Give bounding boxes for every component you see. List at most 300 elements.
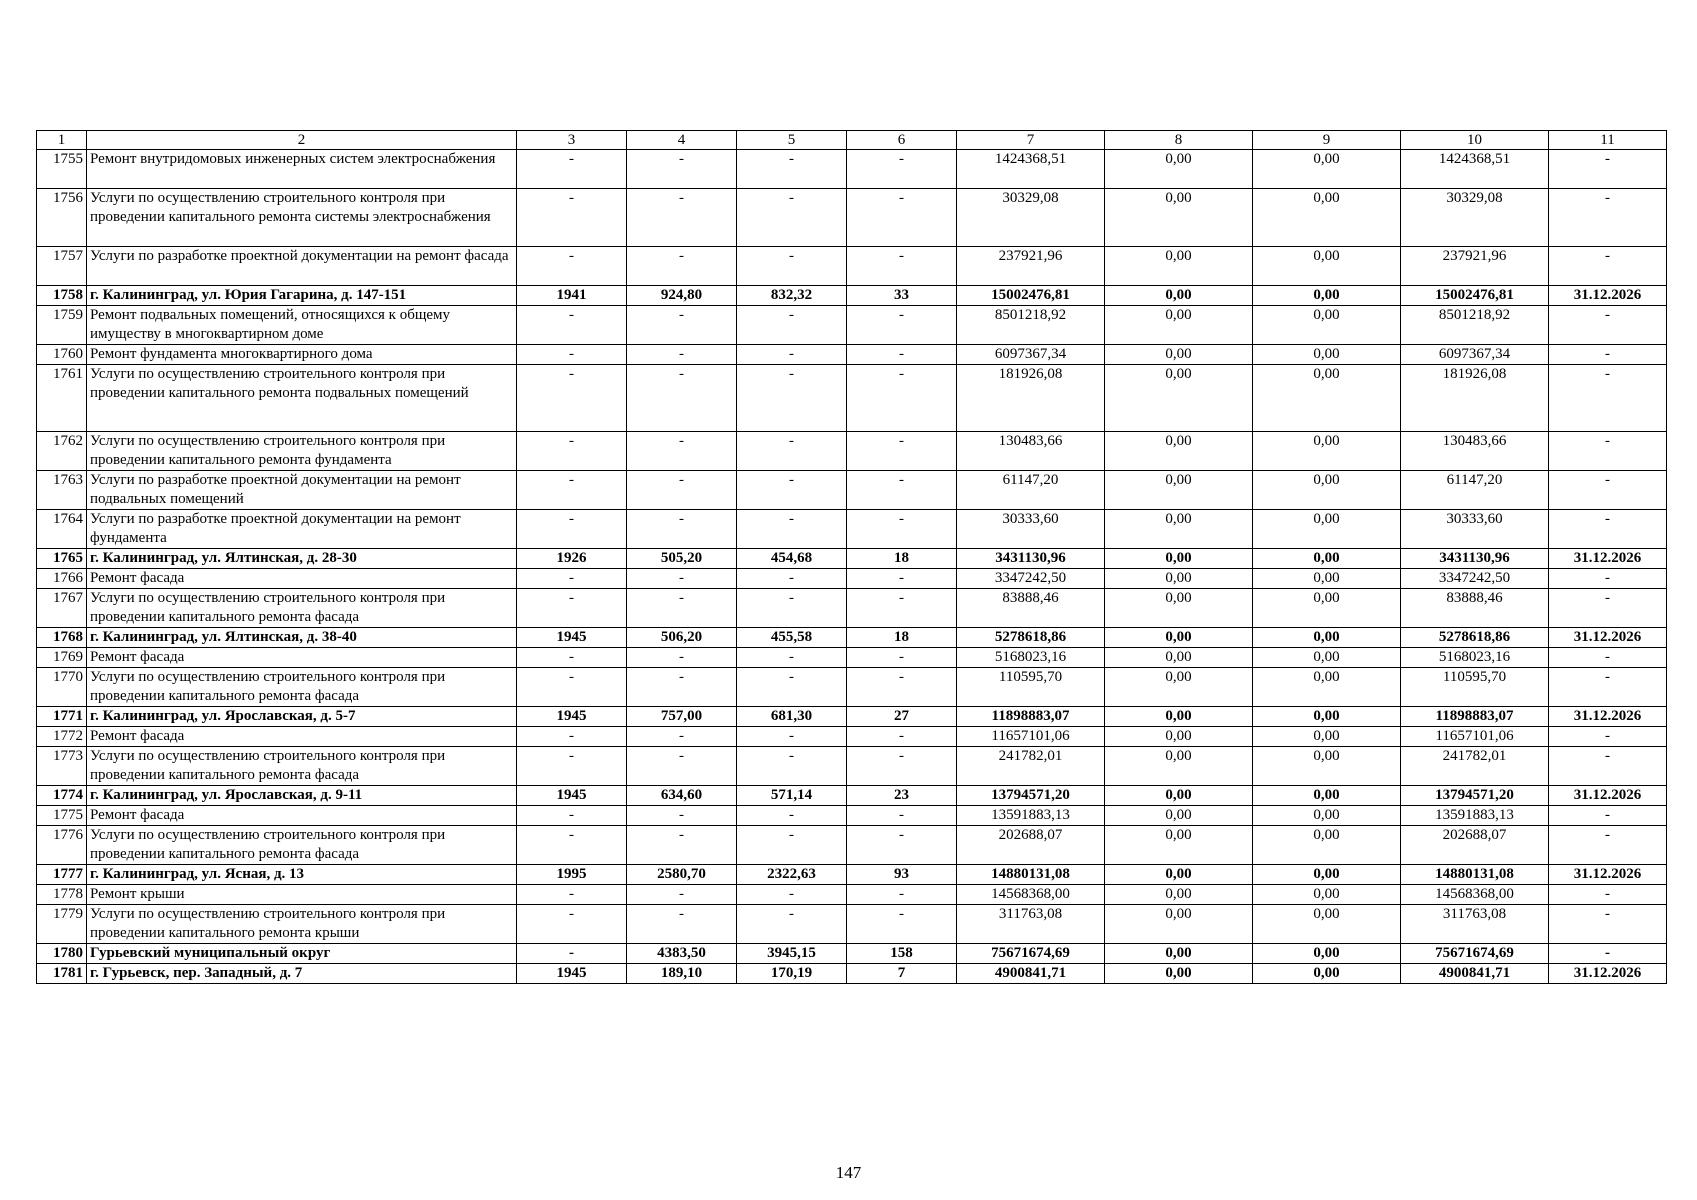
cost-col10-cell: 8501218,92: [1401, 306, 1549, 345]
living-area-cell: -: [737, 727, 847, 747]
cost-col10-cell: 1424368,51: [1401, 150, 1549, 189]
cost-col9-cell: 0,00: [1253, 247, 1401, 286]
cost-col9-cell: 0,00: [1253, 806, 1401, 826]
living-area-cell: -: [737, 806, 847, 826]
cost-col10-cell: 75671674,69: [1401, 944, 1549, 964]
cost-col10-cell: 202688,07: [1401, 826, 1549, 865]
cost-col10-cell: 6097367,34: [1401, 345, 1549, 365]
cost-col10-cell: 241782,01: [1401, 747, 1549, 786]
year-cell: -: [517, 806, 627, 826]
row-number-cell: 1768: [37, 628, 87, 648]
work-name-cell: г. Калининград, ул. Ярославская, д. 5-7: [87, 707, 517, 727]
work-name-cell: Гурьевский муниципальный округ: [87, 944, 517, 964]
year-cell: 1945: [517, 964, 627, 984]
living-area-cell: 170,19: [737, 964, 847, 984]
table-row: [37, 964, 1667, 984]
table-row: [37, 865, 1667, 885]
deadline-cell: 31.12.2026: [1549, 286, 1667, 306]
residents-cell: -: [847, 589, 957, 628]
total-area-cell: -: [627, 569, 737, 589]
cost-col9-cell: 0,00: [1253, 510, 1401, 549]
cost-col10-cell: 110595,70: [1401, 668, 1549, 707]
total-cost-cell: 83888,46: [957, 589, 1105, 628]
residents-cell: -: [847, 727, 957, 747]
work-name-cell: Услуги по разработке проектной документации на ремонт фундамента: [87, 510, 517, 549]
total-area-cell: -: [627, 306, 737, 345]
cost-col10-cell: 5168023,16: [1401, 648, 1549, 668]
deadline-cell: 31.12.2026: [1549, 964, 1667, 984]
cost-col10-cell: 61147,20: [1401, 471, 1549, 510]
table-row: [37, 826, 1667, 865]
year-cell: -: [517, 727, 627, 747]
col-header: 1: [37, 131, 87, 150]
total-area-cell: -: [627, 806, 737, 826]
cost-col10-cell: 4900841,71: [1401, 964, 1549, 984]
row-number-cell: 1777: [37, 865, 87, 885]
work-name-cell: Ремонт фасада: [87, 569, 517, 589]
cost-col10-cell: 11657101,06: [1401, 727, 1549, 747]
cost-col8-cell: 0,00: [1105, 286, 1253, 306]
deadline-cell: -: [1549, 510, 1667, 549]
work-name-cell: Услуги по разработке проектной документации на ремонт подвальных помещений: [87, 471, 517, 510]
residents-cell: -: [847, 345, 957, 365]
living-area-cell: -: [737, 345, 847, 365]
residents-cell: -: [847, 747, 957, 786]
table-row: [37, 306, 1667, 345]
living-area-cell: -: [737, 747, 847, 786]
row-number-cell: 1757: [37, 247, 87, 286]
cost-col9-cell: 0,00: [1253, 865, 1401, 885]
living-area-cell: -: [737, 569, 847, 589]
deadline-cell: -: [1549, 471, 1667, 510]
total-cost-cell: 13591883,13: [957, 806, 1105, 826]
table-row: [37, 549, 1667, 569]
total-area-cell: -: [627, 747, 737, 786]
residents-cell: -: [847, 885, 957, 905]
total-cost-cell: 241782,01: [957, 747, 1105, 786]
deadline-cell: -: [1549, 432, 1667, 471]
row-number-cell: 1765: [37, 549, 87, 569]
total-area-cell: -: [627, 668, 737, 707]
deadline-cell: 31.12.2026: [1549, 707, 1667, 727]
table-row: [37, 286, 1667, 306]
row-number-cell: 1775: [37, 806, 87, 826]
cost-col10-cell: 130483,66: [1401, 432, 1549, 471]
deadline-cell: -: [1549, 944, 1667, 964]
living-area-cell: -: [737, 189, 847, 247]
row-number-cell: 1779: [37, 905, 87, 944]
cost-col9-cell: 0,00: [1253, 306, 1401, 345]
year-cell: -: [517, 432, 627, 471]
residents-cell: -: [847, 150, 957, 189]
residents-cell: -: [847, 306, 957, 345]
total-area-cell: -: [627, 826, 737, 865]
col-header: 4: [627, 131, 737, 150]
table-row: [37, 786, 1667, 806]
total-area-cell: 2580,70: [627, 865, 737, 885]
total-area-cell: -: [627, 905, 737, 944]
total-cost-cell: 3347242,50: [957, 569, 1105, 589]
cost-col9-cell: 0,00: [1253, 365, 1401, 432]
cost-col8-cell: 0,00: [1105, 964, 1253, 984]
total-cost-cell: 4900841,71: [957, 964, 1105, 984]
cost-col9-cell: 0,00: [1253, 432, 1401, 471]
total-area-cell: 757,00: [627, 707, 737, 727]
total-area-cell: -: [627, 471, 737, 510]
row-number-cell: 1778: [37, 885, 87, 905]
cost-col10-cell: 14568368,00: [1401, 885, 1549, 905]
col-header: 11: [1549, 131, 1667, 150]
row-number-cell: 1774: [37, 786, 87, 806]
cost-col8-cell: 0,00: [1105, 432, 1253, 471]
living-area-cell: -: [737, 885, 847, 905]
cost-col10-cell: 3347242,50: [1401, 569, 1549, 589]
living-area-cell: 454,68: [737, 549, 847, 569]
cost-col9-cell: 0,00: [1253, 549, 1401, 569]
work-name-cell: Услуги по осуществлению строительного контроля при проведении капитального ремонта фасада: [87, 826, 517, 865]
living-area-cell: 681,30: [737, 707, 847, 727]
residents-cell: -: [847, 247, 957, 286]
deadline-cell: -: [1549, 150, 1667, 189]
total-cost-cell: 3431130,96: [957, 549, 1105, 569]
living-area-cell: 2322,63: [737, 865, 847, 885]
living-area-cell: -: [737, 471, 847, 510]
work-name-cell: Услуги по осуществлению строительного контроля при проведении капитального ремонта подвальных помещений: [87, 365, 517, 432]
cost-col8-cell: 0,00: [1105, 150, 1253, 189]
total-cost-cell: 311763,08: [957, 905, 1105, 944]
residents-cell: -: [847, 648, 957, 668]
col-header: 7: [957, 131, 1105, 150]
cost-col9-cell: 0,00: [1253, 628, 1401, 648]
year-cell: 1995: [517, 865, 627, 885]
work-name-cell: Ремонт подвальных помещений, относящихся к общему имуществу в многоквартирном доме: [87, 306, 517, 345]
cost-col8-cell: 0,00: [1105, 826, 1253, 865]
cost-col10-cell: 14880131,08: [1401, 865, 1549, 885]
cost-col8-cell: 0,00: [1105, 189, 1253, 247]
cost-col8-cell: 0,00: [1105, 510, 1253, 549]
work-name-cell: Услуги по осуществлению строительного контроля при проведении капитального ремонта фасада: [87, 668, 517, 707]
deadline-cell: 31.12.2026: [1549, 628, 1667, 648]
table-row: [37, 569, 1667, 589]
deadline-cell: -: [1549, 345, 1667, 365]
work-name-cell: г. Калининград, ул. Ясная, д. 13: [87, 865, 517, 885]
row-number-cell: 1772: [37, 727, 87, 747]
total-cost-cell: 202688,07: [957, 826, 1105, 865]
cost-col8-cell: 0,00: [1105, 549, 1253, 569]
table-row: [37, 727, 1667, 747]
deadline-cell: -: [1549, 668, 1667, 707]
living-area-cell: -: [737, 510, 847, 549]
cost-col8-cell: 0,00: [1105, 865, 1253, 885]
year-cell: -: [517, 648, 627, 668]
cost-col8-cell: 0,00: [1105, 806, 1253, 826]
col-header: 5: [737, 131, 847, 150]
total-area-cell: -: [627, 648, 737, 668]
year-cell: -: [517, 668, 627, 707]
cost-col9-cell: 0,00: [1253, 569, 1401, 589]
year-cell: -: [517, 944, 627, 964]
deadline-cell: -: [1549, 648, 1667, 668]
year-cell: 1945: [517, 628, 627, 648]
row-number-cell: 1770: [37, 668, 87, 707]
work-name-cell: г. Калининград, ул. Ярославская, д. 9-11: [87, 786, 517, 806]
residents-cell: -: [847, 806, 957, 826]
total-cost-cell: 11657101,06: [957, 727, 1105, 747]
cost-col8-cell: 0,00: [1105, 471, 1253, 510]
row-number-cell: 1759: [37, 306, 87, 345]
total-area-cell: 506,20: [627, 628, 737, 648]
cost-col9-cell: 0,00: [1253, 589, 1401, 628]
total-cost-cell: 14880131,08: [957, 865, 1105, 885]
cost-col9-cell: 0,00: [1253, 471, 1401, 510]
work-name-cell: г. Калининград, ул. Юрия Гагарина, д. 147-151: [87, 286, 517, 306]
residents-cell: 158: [847, 944, 957, 964]
total-cost-cell: 1424368,51: [957, 150, 1105, 189]
work-name-cell: Услуги по осуществлению строительного контроля при проведении капитального ремонта системы электроснабжения: [87, 189, 517, 247]
total-cost-cell: 75671674,69: [957, 944, 1105, 964]
work-name-cell: Услуги по осуществлению строительного контроля при проведении капитального ремонта крыши: [87, 905, 517, 944]
row-number-cell: 1771: [37, 707, 87, 727]
residents-cell: 18: [847, 549, 957, 569]
row-number-cell: 1755: [37, 150, 87, 189]
residents-cell: 7: [847, 964, 957, 984]
living-area-cell: -: [737, 589, 847, 628]
living-area-cell: -: [737, 432, 847, 471]
row-number-cell: 1761: [37, 365, 87, 432]
cost-col8-cell: 0,00: [1105, 628, 1253, 648]
total-cost-cell: 5278618,86: [957, 628, 1105, 648]
cost-col8-cell: 0,00: [1105, 345, 1253, 365]
cost-col10-cell: 83888,46: [1401, 589, 1549, 628]
deadline-cell: -: [1549, 589, 1667, 628]
cost-col9-cell: 0,00: [1253, 189, 1401, 247]
living-area-cell: 455,58: [737, 628, 847, 648]
deadline-cell: -: [1549, 806, 1667, 826]
work-name-cell: Ремонт внутридомовых инженерных систем электроснабжения: [87, 150, 517, 189]
cost-col9-cell: 0,00: [1253, 747, 1401, 786]
cost-col8-cell: 0,00: [1105, 569, 1253, 589]
row-number-cell: 1758: [37, 286, 87, 306]
year-cell: -: [517, 589, 627, 628]
table-row: [37, 806, 1667, 826]
table-row: [37, 648, 1667, 668]
work-name-cell: г. Калининград, ул. Ялтинская, д. 38-40: [87, 628, 517, 648]
table-row: [37, 668, 1667, 707]
total-area-cell: -: [627, 247, 737, 286]
table-row: [37, 707, 1667, 727]
living-area-cell: -: [737, 668, 847, 707]
total-cost-cell: 15002476,81: [957, 286, 1105, 306]
residents-cell: -: [847, 471, 957, 510]
total-cost-cell: 30333,60: [957, 510, 1105, 549]
cost-col10-cell: 13794571,20: [1401, 786, 1549, 806]
year-cell: -: [517, 471, 627, 510]
table-row: [37, 628, 1667, 648]
residents-cell: -: [847, 365, 957, 432]
total-area-cell: -: [627, 189, 737, 247]
cost-col8-cell: 0,00: [1105, 589, 1253, 628]
total-area-cell: 634,60: [627, 786, 737, 806]
cost-col9-cell: 0,00: [1253, 826, 1401, 865]
work-name-cell: г. Калининград, ул. Ялтинская, д. 28-30: [87, 549, 517, 569]
year-cell: -: [517, 345, 627, 365]
cost-col8-cell: 0,00: [1105, 306, 1253, 345]
row-number-cell: 1773: [37, 747, 87, 786]
cost-col8-cell: 0,00: [1105, 747, 1253, 786]
work-name-cell: Ремонт фундамента многоквартирного дома: [87, 345, 517, 365]
cost-col10-cell: 237921,96: [1401, 247, 1549, 286]
residents-cell: -: [847, 905, 957, 944]
total-cost-cell: 8501218,92: [957, 306, 1105, 345]
living-area-cell: -: [737, 150, 847, 189]
table-row: [37, 432, 1667, 471]
cost-col8-cell: 0,00: [1105, 786, 1253, 806]
cost-col8-cell: 0,00: [1105, 944, 1253, 964]
year-cell: -: [517, 826, 627, 865]
living-area-cell: -: [737, 648, 847, 668]
residents-cell: 33: [847, 286, 957, 306]
table-row: [37, 150, 1667, 189]
work-name-cell: Ремонт крыши: [87, 885, 517, 905]
table-row: [37, 189, 1667, 247]
year-cell: 1945: [517, 707, 627, 727]
year-cell: -: [517, 365, 627, 432]
total-cost-cell: 237921,96: [957, 247, 1105, 286]
total-area-cell: -: [627, 432, 737, 471]
year-cell: 1945: [517, 786, 627, 806]
deadline-cell: -: [1549, 306, 1667, 345]
cost-col9-cell: 0,00: [1253, 668, 1401, 707]
year-cell: 1941: [517, 286, 627, 306]
year-cell: -: [517, 885, 627, 905]
residents-cell: 23: [847, 786, 957, 806]
living-area-cell: -: [737, 306, 847, 345]
total-area-cell: -: [627, 345, 737, 365]
cost-col9-cell: 0,00: [1253, 345, 1401, 365]
col-header: 6: [847, 131, 957, 150]
deadline-cell: -: [1549, 727, 1667, 747]
col-header: 10: [1401, 131, 1549, 150]
row-number-cell: 1762: [37, 432, 87, 471]
document-sheet: [36, 130, 1666, 984]
work-name-cell: Услуги по осуществлению строительного контроля при проведении капитального ремонта фундамента: [87, 432, 517, 471]
deadline-cell: -: [1549, 365, 1667, 432]
row-number-cell: 1767: [37, 589, 87, 628]
total-area-cell: -: [627, 510, 737, 549]
cost-col10-cell: 181926,08: [1401, 365, 1549, 432]
year-cell: 1926: [517, 549, 627, 569]
year-cell: -: [517, 306, 627, 345]
living-area-cell: -: [737, 365, 847, 432]
deadline-cell: 31.12.2026: [1549, 786, 1667, 806]
cost-col9-cell: 0,00: [1253, 786, 1401, 806]
cost-col8-cell: 0,00: [1105, 905, 1253, 944]
work-name-cell: Услуги по разработке проектной документации на ремонт фасада: [87, 247, 517, 286]
cost-col10-cell: 15002476,81: [1401, 286, 1549, 306]
page-number: 147: [835, 1163, 862, 1182]
cost-col9-cell: 0,00: [1253, 944, 1401, 964]
residents-cell: -: [847, 189, 957, 247]
deadline-cell: 31.12.2026: [1549, 549, 1667, 569]
total-cost-cell: 181926,08: [957, 365, 1105, 432]
row-number-cell: 1776: [37, 826, 87, 865]
total-cost-cell: 6097367,34: [957, 345, 1105, 365]
deadline-cell: -: [1549, 885, 1667, 905]
cost-col8-cell: 0,00: [1105, 648, 1253, 668]
residents-cell: 27: [847, 707, 957, 727]
table-row: [37, 589, 1667, 628]
cost-col8-cell: 0,00: [1105, 707, 1253, 727]
cost-col9-cell: 0,00: [1253, 727, 1401, 747]
residents-cell: -: [847, 826, 957, 865]
total-cost-cell: 61147,20: [957, 471, 1105, 510]
living-area-cell: -: [737, 905, 847, 944]
total-cost-cell: 13794571,20: [957, 786, 1105, 806]
table-row: [37, 510, 1667, 549]
total-cost-cell: 11898883,07: [957, 707, 1105, 727]
row-number-cell: 1764: [37, 510, 87, 549]
year-cell: -: [517, 189, 627, 247]
deadline-cell: -: [1549, 569, 1667, 589]
table-row: [37, 905, 1667, 944]
year-cell: -: [517, 569, 627, 589]
cost-col8-cell: 0,00: [1105, 885, 1253, 905]
living-area-cell: 571,14: [737, 786, 847, 806]
residents-cell: 93: [847, 865, 957, 885]
cost-col8-cell: 0,00: [1105, 668, 1253, 707]
work-name-cell: Ремонт фасада: [87, 648, 517, 668]
cost-col10-cell: 11898883,07: [1401, 707, 1549, 727]
row-number-cell: 1766: [37, 569, 87, 589]
deadline-cell: 31.12.2026: [1549, 865, 1667, 885]
table-row: [37, 747, 1667, 786]
total-area-cell: 924,80: [627, 286, 737, 306]
deadline-cell: -: [1549, 905, 1667, 944]
total-area-cell: -: [627, 150, 737, 189]
row-number-cell: 1760: [37, 345, 87, 365]
header-row: [37, 131, 1667, 150]
residents-cell: -: [847, 432, 957, 471]
cost-col9-cell: 0,00: [1253, 885, 1401, 905]
table-row: [37, 247, 1667, 286]
table-row: [37, 885, 1667, 905]
residents-cell: -: [847, 510, 957, 549]
capital-repair-table: [36, 130, 1667, 984]
living-area-cell: 832,32: [737, 286, 847, 306]
work-name-cell: Услуги по осуществлению строительного контроля при проведении капитального ремонта фасада: [87, 747, 517, 786]
year-cell: -: [517, 510, 627, 549]
deadline-cell: -: [1549, 826, 1667, 865]
total-area-cell: -: [627, 365, 737, 432]
work-name-cell: Услуги по осуществлению строительного контроля при проведении капитального ремонта фасада: [87, 589, 517, 628]
row-number-cell: 1781: [37, 964, 87, 984]
total-area-cell: 4383,50: [627, 944, 737, 964]
cost-col10-cell: 311763,08: [1401, 905, 1549, 944]
col-header: 2: [87, 131, 517, 150]
year-cell: -: [517, 150, 627, 189]
work-name-cell: г. Гурьевск, пер. Западный, д. 7: [87, 964, 517, 984]
total-area-cell: -: [627, 885, 737, 905]
cost-col9-cell: 0,00: [1253, 964, 1401, 984]
work-name-cell: Ремонт фасада: [87, 806, 517, 826]
total-cost-cell: 30329,08: [957, 189, 1105, 247]
cost-col8-cell: 0,00: [1105, 365, 1253, 432]
living-area-cell: 3945,15: [737, 944, 847, 964]
cost-col8-cell: 0,00: [1105, 247, 1253, 286]
row-number-cell: 1763: [37, 471, 87, 510]
col-header: 3: [517, 131, 627, 150]
residents-cell: -: [847, 668, 957, 707]
